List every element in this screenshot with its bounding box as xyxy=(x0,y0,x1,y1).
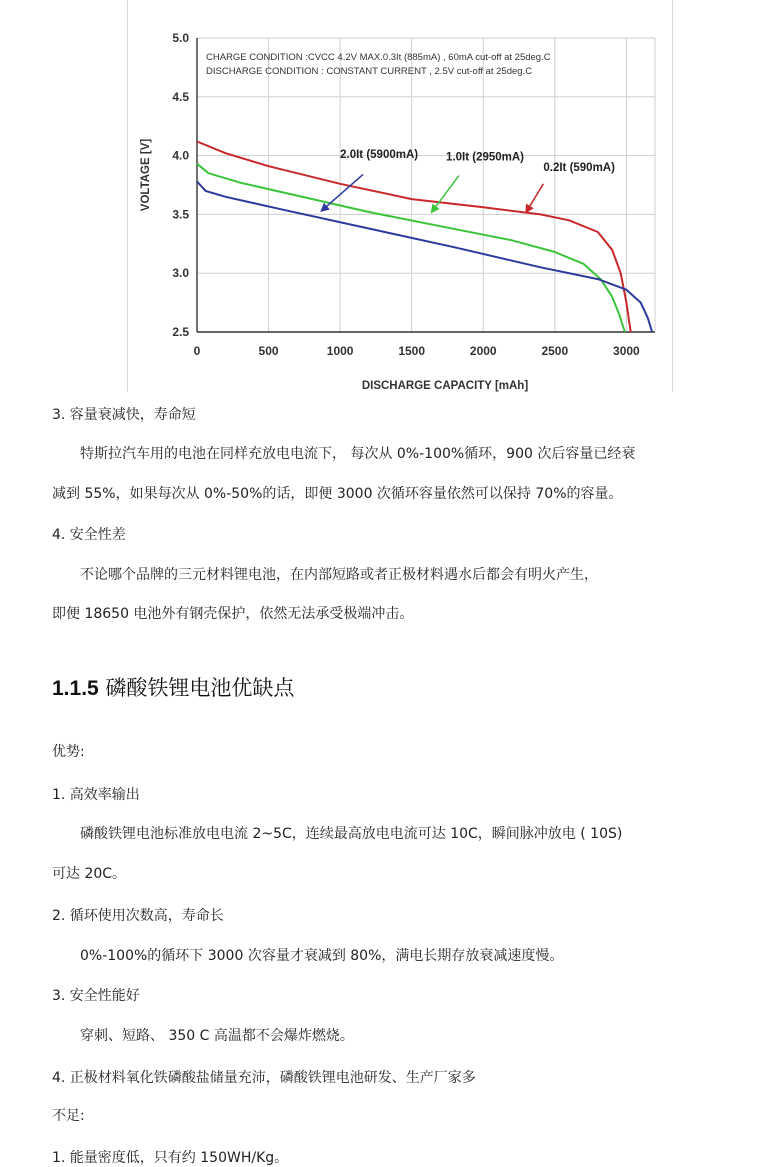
condition-text: CHARGE CONDITION :CVCC 4.2V MAX.0.3It (885mA) , 60mA cut-off at 25deg.C xyxy=(206,52,551,63)
annotation-label: 0.2It (590mA) xyxy=(543,161,615,174)
x-tick-label: 0 xyxy=(193,344,201,358)
advantage-1-body-line-2: 可达 20C。 xyxy=(52,866,127,882)
chart-svg xyxy=(127,0,673,392)
item-3-body-line-1: 特斯拉汽车用的电池在同样充放电电流下， 每次从 0%-100%循环，900 次后容量已经衰 xyxy=(80,446,636,462)
item-4-title: 4. 安全性差 xyxy=(52,527,126,543)
y-axis-label: VOLTAGE [V] xyxy=(140,138,152,212)
x-tick-label: 500 xyxy=(258,344,279,358)
advantage-2-body: 0%-100%的循环下 3000 次容量才衰减到 80%，满电长期存放衰减速度慢。 xyxy=(80,948,564,964)
item-3-body-line-2: 减到 55%，如果每次从 0%-50%的话，即便 3000 次循环容量依然可以保持 70%的容量。 xyxy=(52,486,623,502)
item-4-body-line-2: 即便 18650 电池外有钢壳保护，依然无法承受极端冲击。 xyxy=(52,606,414,622)
annotation-arrow xyxy=(432,176,459,212)
item-4-body-line-1: 不论哪个品牌的三元材料锂电池，在内部短路或者正极材料遇水后都会有明火产生， xyxy=(80,567,598,583)
condition-text: DISCHARGE CONDITION : CONSTANT CURRENT , 2.5V cut-off at 25deg.C xyxy=(206,66,533,77)
y-tick-label: 4.5 xyxy=(172,89,189,104)
disadvantages-label: 不足: xyxy=(52,1108,85,1124)
annotation-label: 2.0It (5900mA) xyxy=(340,148,419,161)
x-tick-label: 3000 xyxy=(613,344,640,358)
advantage-3-title: 3. 安全性能好 xyxy=(52,988,140,1004)
advantage-1-title: 1. 高效率输出 xyxy=(52,787,140,803)
y-tick-label: 3.0 xyxy=(172,266,189,281)
disadvantage-1-title: 1. 能量密度低，只有约 150WH/Kg。 xyxy=(52,1150,289,1166)
section-heading xyxy=(52,672,294,702)
advantage-1-body-line-1: 磷酸铁锂电池标准放电电流 2~5C，连续最高放电电流可达 10C，瞬间脉冲放电 ( 10S) xyxy=(80,826,623,842)
series-line xyxy=(197,182,652,333)
section-number: 1.1.5 xyxy=(52,677,99,700)
series-line xyxy=(197,161,625,332)
x-tick-label: 1000 xyxy=(326,344,354,358)
advantage-2-title: 2. 循环使用次数高，寿命长 xyxy=(52,908,224,924)
y-tick-label: 5.0 xyxy=(172,31,189,45)
advantage-3-body: 穿刺、短路、 350 C 高温都不会爆炸燃烧。 xyxy=(80,1028,354,1044)
discharge-curve-chart xyxy=(127,0,673,392)
y-tick-label: 3.5 xyxy=(172,207,189,222)
annotation-arrow xyxy=(526,184,543,212)
section-title: 磷酸铁锂电池优缺点 xyxy=(98,676,295,700)
y-tick-label: 2.5 xyxy=(172,325,189,339)
x-tick-label: 1500 xyxy=(398,344,426,358)
annotation-label: 1.0It (2950mA) xyxy=(446,151,525,164)
advantage-4-title: 4. 正极材料氧化铁磷酸盐储量充沛，磷酸铁锂电池研发、生产厂家多 xyxy=(52,1070,476,1086)
x-tick-label: 2500 xyxy=(541,344,569,358)
y-tick-label: 4.0 xyxy=(172,148,189,163)
advantages-label: 优势: xyxy=(52,744,85,760)
x-tick-label: 2000 xyxy=(469,344,497,358)
item-3-title: 3. 容量衰减快，寿命短 xyxy=(52,407,196,423)
x-axis-label: DISCHARGE CAPACITY [mAh] xyxy=(361,380,529,392)
